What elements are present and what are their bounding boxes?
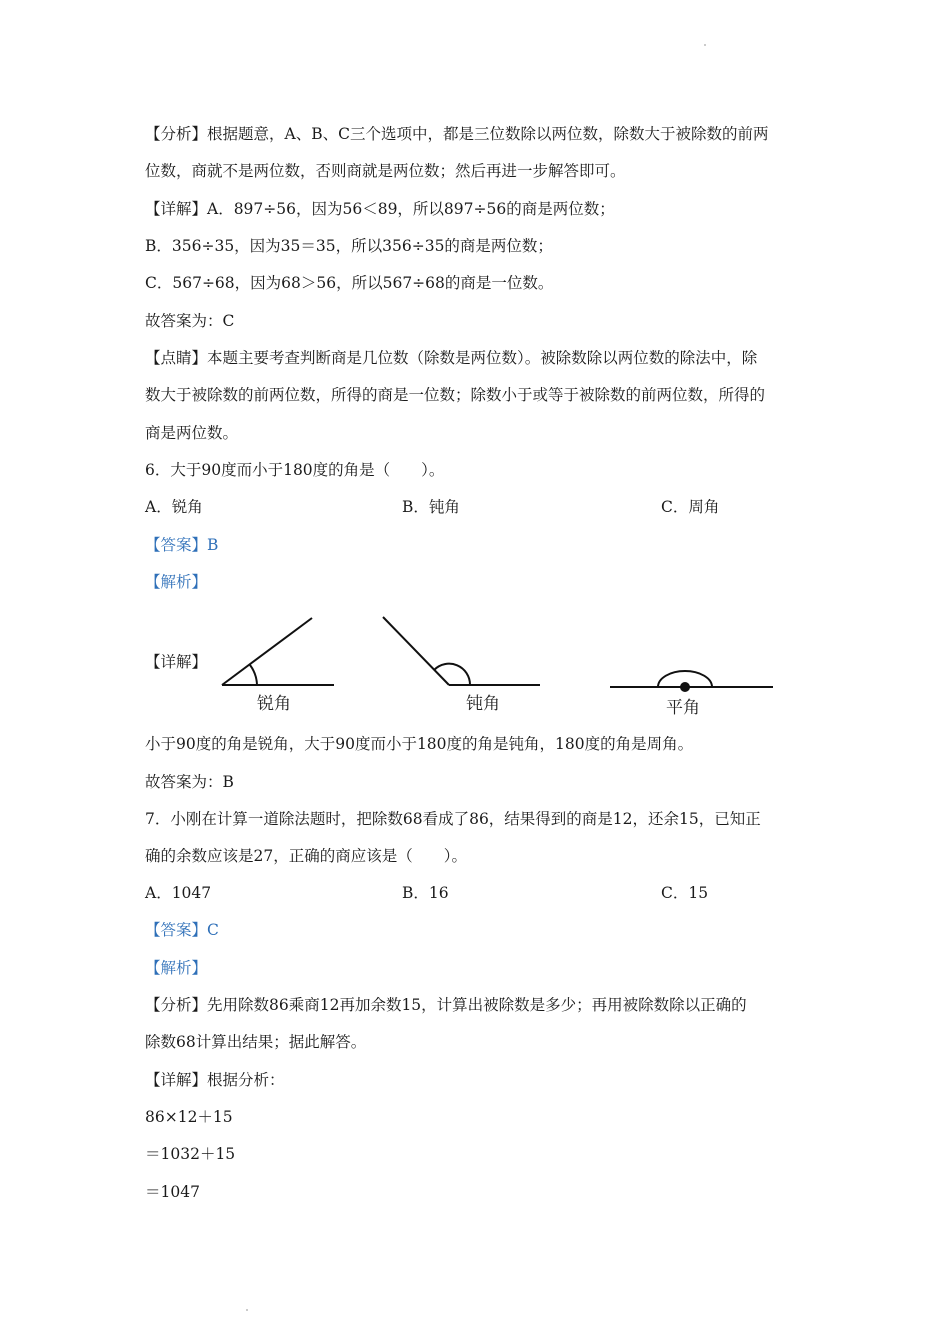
q7-answer: 【答案】C [145,921,219,939]
q7-fenxi-line-1: 【分析】先用除数86乘商12再加余数15，计算出被除数是多少；再用被除数除以正确的 [145,996,747,1014]
acute-angle-label: 锐角 [257,694,291,714]
q7-analysis-label: 【解析】 [145,959,208,977]
conclusion-line: 故答案为：C [145,312,235,330]
obtuse-angle-diagram [383,617,540,685]
q6-explanation: 小于90度的角是锐角，大于90度而小于180度的角是钝角，180度的角是周角。 [145,735,694,753]
detail-line-a: 【详解】A．897÷56，因为56＜89，所以897÷56的商是两位数； [145,200,615,218]
question-6-stem: 6．大于90度而小于180度的角是（ ）。 [145,461,445,479]
question-7-stem-2: 确的余数应该是27，正确的商应该是（ ）。 [145,847,467,865]
q7-calc-line-1: 86×12＋15 [145,1108,233,1126]
corner-dot-bottom [246,1309,248,1311]
q6-conclusion: 故答案为：B [145,773,234,791]
q6-option-b: B．钝角 [402,498,460,516]
remark-line-1: 【点睛】本题主要考查判断商是几位数（除数是两位数）。被除数除以两位数的除法中，除 [145,349,758,367]
q7-detail: 【详解】根据分析： [145,1071,285,1089]
q7-option-b: B．16 [402,884,449,902]
q6-option-c: C．周角 [661,498,720,516]
remark-line-2: 数大于被除数的前两位数，所得的商是一位数；除数小于或等于被除数的前两位数，所得的 [145,386,766,404]
corner-dot-top [704,44,706,46]
straight-angle-label: 平角 [666,698,700,718]
straight-angle-diagram [610,671,773,691]
q7-calc-line-3: ＝1047 [145,1183,200,1201]
q6-detail-label: 【详解】 [145,653,208,671]
q6-answer: 【答案】B [145,536,219,554]
acute-angle-diagram [222,618,334,685]
q7-fenxi-line-2: 除数68计算出结果；据此解答。 [145,1033,367,1051]
remark-line-3: 商是两位数。 [145,424,239,442]
q7-calc-line-2: ＝1032＋15 [145,1145,236,1163]
q6-analysis-label: 【解析】 [145,573,208,591]
question-7-stem-1: 7．小刚在计算一道除法题时，把除数68看成了86，结果得到的商是12，还余15，已知正 [145,810,761,828]
q6-option-a: A．锐角 [145,498,203,516]
q7-option-a: A．1047 [145,884,212,902]
analysis-line-2: 位数，商就不是两位数，否则商就是两位数；然后再进一步解答即可。 [145,162,626,180]
detail-line-c: C．567÷68，因为68＞56，所以567÷68的商是一位数。 [145,274,554,292]
detail-line-b: B．356÷35，因为35＝35，所以356÷35的商是两位数； [145,237,553,255]
obtuse-angle-label: 钝角 [466,694,500,714]
analysis-line-1: 【分析】根据题意，A、B、C三个选项中，都是三位数除以两位数，除数大于被除数的前两 [145,125,769,143]
angle-types-figure [140,605,790,720]
q7-option-c: C．15 [661,884,709,902]
